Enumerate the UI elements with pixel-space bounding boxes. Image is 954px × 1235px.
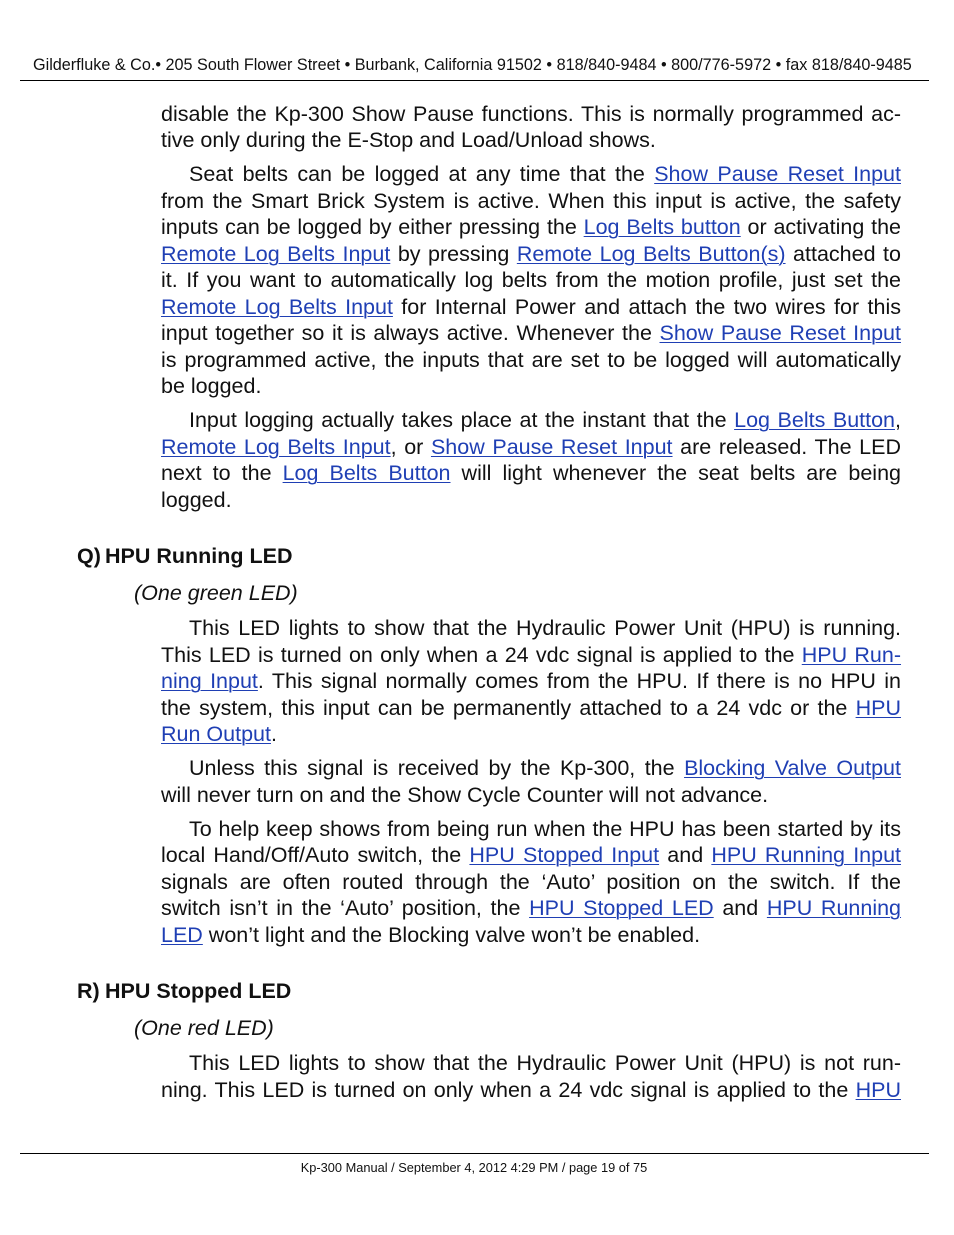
link-remote-log-belts-button-s[interactable]: Remote Log Belts Button(s) (516, 241, 786, 266)
text-run: This LED is turned on only when a 24 vdc signal is applied to the (161, 642, 802, 667)
text-line (161, 755, 901, 782)
body-text (77, 101, 902, 1104)
text-line (161, 695, 901, 722)
text-line (161, 101, 901, 128)
footer-divider (20, 1153, 929, 1154)
text-line (161, 347, 901, 374)
text-run: next to the (161, 461, 283, 486)
text-line (161, 721, 901, 748)
text-line (161, 267, 901, 294)
text-run: disable the Kp-300 Show Pause functions. This is normally programmed ac- (161, 101, 901, 126)
text-run: will never turn on and the Show Cycle Counter will not advance. (161, 782, 769, 807)
link-log-belts-button[interactable]: Log Belts Button (282, 461, 451, 486)
text-line (161, 320, 901, 347)
section-label: R) (77, 979, 100, 1004)
text-run: , (895, 408, 901, 433)
section-title: HPU Stopped LED (105, 979, 292, 1004)
paragraph (161, 101, 901, 154)
paragraph (161, 407, 901, 513)
text-run: won’t light and the Blocking valve won’t be enabled. (202, 922, 701, 947)
text-line (161, 782, 901, 809)
page-footer-info: Kp-300 Manual / September 4, 2012 4:29 PM / page 19 of 75 (300, 1160, 648, 1175)
text-run: or activating the (740, 215, 901, 240)
text-line (161, 241, 901, 268)
text-run: for Internal Power and attach the two wires for this (392, 294, 901, 319)
text-line (161, 1050, 901, 1077)
text-run: input together so it is always active. Whenever the (161, 321, 660, 346)
paragraph (161, 615, 901, 748)
text-line (161, 460, 901, 487)
text-run: This LED lights to show that the Hydraulic Power Unit (HPU) is running. (189, 616, 901, 641)
paragraph (161, 1050, 901, 1103)
text-line (161, 642, 901, 669)
text-run: tive only during the E-Stop and Load/Unload shows. (161, 128, 656, 153)
text-run: and (659, 843, 712, 868)
link-hpu-stopped-input[interactable]: HPU Stopped Input (469, 843, 660, 868)
text-run: it. If you want to automatically log belts from the motion profile, just set the (161, 268, 901, 293)
text-line (161, 487, 901, 514)
text-line (161, 816, 901, 843)
text-line (161, 895, 901, 922)
text-line (161, 922, 901, 949)
text-line (161, 127, 901, 154)
link-remote-log-belts-input[interactable]: Remote Log Belts Input (161, 434, 391, 459)
link-hpu-running-input[interactable]: HPU Running Input (711, 843, 902, 868)
text-run: local Hand/Off/Auto switch, the (161, 843, 470, 868)
text-line (161, 161, 901, 188)
paragraph (161, 161, 901, 400)
link-ning-input[interactable]: ning Input (161, 669, 258, 694)
text-run: from the Smart Brick System is active. When this input is active, the safety (161, 188, 901, 213)
text-run: , or (390, 434, 431, 459)
section-heading (77, 978, 901, 1005)
text-run: Seat belts can be logged at any time that the (189, 162, 655, 187)
text-run: attached to (785, 241, 901, 266)
text-line (161, 869, 901, 896)
text-line (161, 294, 901, 321)
text-line (161, 434, 901, 461)
link-hpu-running[interactable]: HPU Running (766, 896, 902, 921)
link-remote-log-belts-input[interactable]: Remote Log Belts Input (161, 294, 393, 319)
section-heading (77, 543, 901, 570)
text-run: are released. The LED (672, 434, 901, 459)
link-remote-log-belts-input[interactable]: Remote Log Belts Input (161, 241, 391, 266)
text-line (161, 214, 901, 241)
link-show-pause-reset-input[interactable]: Show Pause Reset Input (659, 321, 901, 346)
text-run: and (713, 896, 767, 921)
link-log-belts-button[interactable]: Log Belts Button (734, 408, 896, 433)
header-divider (20, 80, 929, 81)
link-hpu-stopped-led[interactable]: HPU Stopped LED (529, 896, 714, 921)
text-run: To help keep shows from being run when the HPU has been started by its (189, 816, 901, 841)
text-run: is programmed active, the inputs that are set to be logged will automatically (161, 347, 901, 372)
page-header-contact: Gilderfluke & Co.• 205 South Flower Street • Burbank, California 91502 • 818/840-9484 • 800/776-5972 • fax 818/840-9485 (33, 56, 912, 74)
text-line (161, 373, 901, 400)
link-led[interactable]: LED (161, 922, 203, 947)
section-subtitle: (One red LED) (134, 1016, 274, 1041)
text-run: ning. This LED is turned on only when a 24 vdc signal is applied to the (161, 1077, 856, 1102)
text-run: . This signal normally comes from the HPU. If there is no HPU in (257, 669, 901, 694)
link-log-belts-button[interactable]: Log Belts button (583, 215, 741, 240)
text-run: will light whenever the seat belts are being (450, 461, 901, 486)
text-run: the system, this input can be permanently attached to a 24 vdc or the (161, 695, 856, 720)
section-label: Q) (77, 544, 101, 569)
text-run: switch isn’t in the ‘Auto’ position, the (161, 896, 530, 921)
link-run-output[interactable]: Run Output (161, 722, 271, 747)
text-line (161, 668, 901, 695)
text-run: . (270, 722, 277, 747)
text-line (161, 842, 901, 869)
section-subtitle: (One green LED) (134, 581, 298, 606)
text-run: inputs can be logged by either pressing the (161, 215, 584, 240)
text-run: This LED lights to show that the Hydraulic Power Unit (HPU) is not run- (189, 1051, 901, 1076)
paragraph (161, 816, 901, 949)
link-hpu[interactable]: HPU (855, 695, 901, 720)
link-show-pause-reset-input[interactable]: Show Pause Reset Input (654, 162, 901, 187)
text-run: Input logging actually takes place at the instant that the (189, 408, 735, 433)
link-hpu[interactable]: HPU (855, 1077, 901, 1102)
paragraph (161, 755, 901, 808)
text-run: Unless this signal is received by the Kp-300, the (189, 756, 685, 781)
text-run: logged. (161, 487, 232, 512)
text-line (161, 188, 901, 215)
link-show-pause-reset-input[interactable]: Show Pause Reset Input (430, 434, 673, 459)
text-run: signals are often routed through the ‘Auto’ position on the switch. If the (161, 869, 901, 894)
section-title: HPU Running LED (105, 544, 293, 569)
link-blocking-valve-output[interactable]: Blocking Valve Output (684, 756, 901, 781)
text-line (161, 615, 901, 642)
text-run: be logged. (161, 374, 262, 399)
link-hpu-run[interactable]: HPU Run- (801, 642, 902, 667)
text-line (161, 1077, 901, 1104)
text-run: by pressing (390, 241, 517, 266)
text-line (161, 407, 901, 434)
